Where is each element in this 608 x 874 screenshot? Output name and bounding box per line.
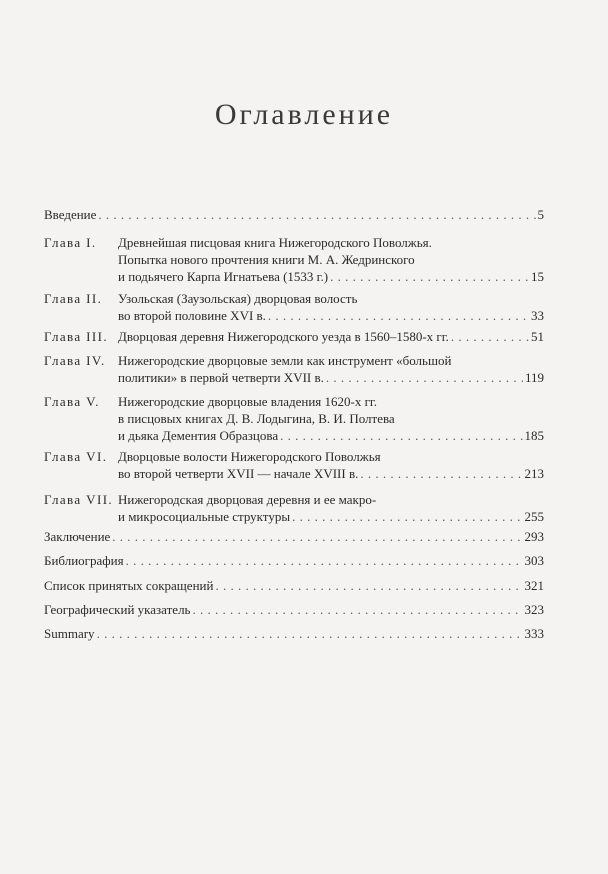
dot-leader [126, 552, 523, 569]
toc-entry-title: Нижегородские дворцовые владения 1620-х гг. [118, 394, 378, 409]
dot-leader [326, 369, 523, 386]
toc-entry-chapter-1[interactable] [44, 234, 544, 285]
toc-entry-title-continued: Попытка нового прочтения книги М. А. Жедринского [118, 252, 415, 267]
toc-entry-chapter-3[interactable] [44, 328, 544, 345]
toc-page-number: 15 [531, 269, 544, 284]
toc-entry-title: Введение [44, 207, 97, 222]
chapter-label: Глава V. [44, 394, 100, 409]
toc-entry-summary[interactable] [44, 625, 544, 642]
toc-page-number: 119 [524, 370, 544, 385]
chapter-label: Глава VI. [44, 449, 108, 464]
toc-entry-title: Summary [44, 626, 95, 641]
toc-entry-title-continued: и подьячего Карпа Игнатьева (1533 г.) [118, 269, 329, 284]
toc-entry-title-continued: и микросоциальные структуры [118, 509, 291, 524]
toc-page-number: 293 [524, 529, 544, 544]
toc-entry-title-continued: во второй половине XVI в. [118, 308, 266, 323]
dot-leader [360, 465, 522, 482]
chapter-label: Глава II. [44, 291, 103, 306]
dot-leader [215, 577, 522, 594]
toc-entry-geographic-index[interactable] [44, 601, 544, 618]
dot-leader [97, 625, 523, 642]
toc-page-number: 255 [524, 509, 544, 524]
toc-entry-chapter-5[interactable] [44, 393, 544, 444]
dot-leader [112, 528, 522, 545]
toc-page-number: 5 [537, 207, 544, 222]
page-title: Оглавление [214, 98, 394, 131]
toc-entry-title-continued: и дьяка Дементия Образцова [118, 428, 279, 443]
dot-leader [330, 268, 529, 285]
toc-entry-bibliography[interactable] [44, 552, 544, 569]
dot-leader [280, 427, 522, 444]
toc-page-number: 185 [524, 428, 544, 443]
toc-entry-title: Древнейшая писцовая книга Нижегородского Поволжья. [118, 235, 432, 250]
toc-page-number: 51 [531, 329, 544, 344]
dot-leader [98, 206, 535, 223]
toc-entry-chapter-4[interactable] [44, 352, 544, 386]
toc-page-number: 323 [524, 602, 544, 617]
chapter-label: Глава VII. [44, 492, 114, 507]
toc-entry-title-continued: в писцовых книгах Д. В. Лодыгина, В. И. Полтева [118, 411, 395, 426]
toc-entry-chapter-7[interactable] [44, 491, 544, 525]
dot-leader [268, 307, 529, 324]
toc-entry-title: Нижегородские дворцовые земли как инструмент «большой [118, 353, 452, 368]
chapter-label: Глава IV. [44, 353, 106, 368]
toc-page-number: 303 [524, 553, 544, 568]
dot-leader [292, 508, 522, 525]
toc-page-number: 33 [531, 308, 544, 323]
toc-entry-title: Нижегородская дворцовая деревня и ее макро- [118, 492, 377, 507]
dot-leader [451, 328, 529, 345]
toc-page-number: 333 [524, 626, 544, 641]
chapter-label: Глава III. [44, 329, 109, 344]
dot-leader [193, 601, 523, 618]
toc-entry-title: Дворцовые волости Нижегородского Поволжья [118, 449, 381, 464]
toc-entry-abbreviations[interactable] [44, 577, 544, 594]
toc-entry-title: Дворцовая деревня Нижегородского уезда в 1560–1580-х гг. [118, 329, 449, 344]
toc-entry-chapter-6[interactable] [44, 448, 544, 482]
toc-entry-chapter-2[interactable] [44, 290, 544, 324]
toc-entry-title: Библиография [44, 553, 124, 568]
toc-page-number: 213 [524, 466, 544, 481]
toc-entry-introduction[interactable] [44, 206, 544, 223]
toc-page-number: 321 [524, 578, 544, 593]
toc-entry-title: Узольская (Заузольская) дворцовая волость [118, 291, 358, 306]
toc-entry-title-continued: во второй четверти XVII — начале XVIII в. [118, 466, 359, 481]
toc-entry-title: Список принятых сокращений [44, 578, 214, 593]
toc-entry-title: Географический указатель [44, 602, 191, 617]
chapter-label: Глава I. [44, 235, 97, 250]
toc-entry-title-continued: политики» в первой четверти XVII в. [118, 370, 324, 385]
toc-entry-conclusion[interactable] [44, 528, 544, 545]
toc-entry-title: Заключение [44, 529, 111, 544]
